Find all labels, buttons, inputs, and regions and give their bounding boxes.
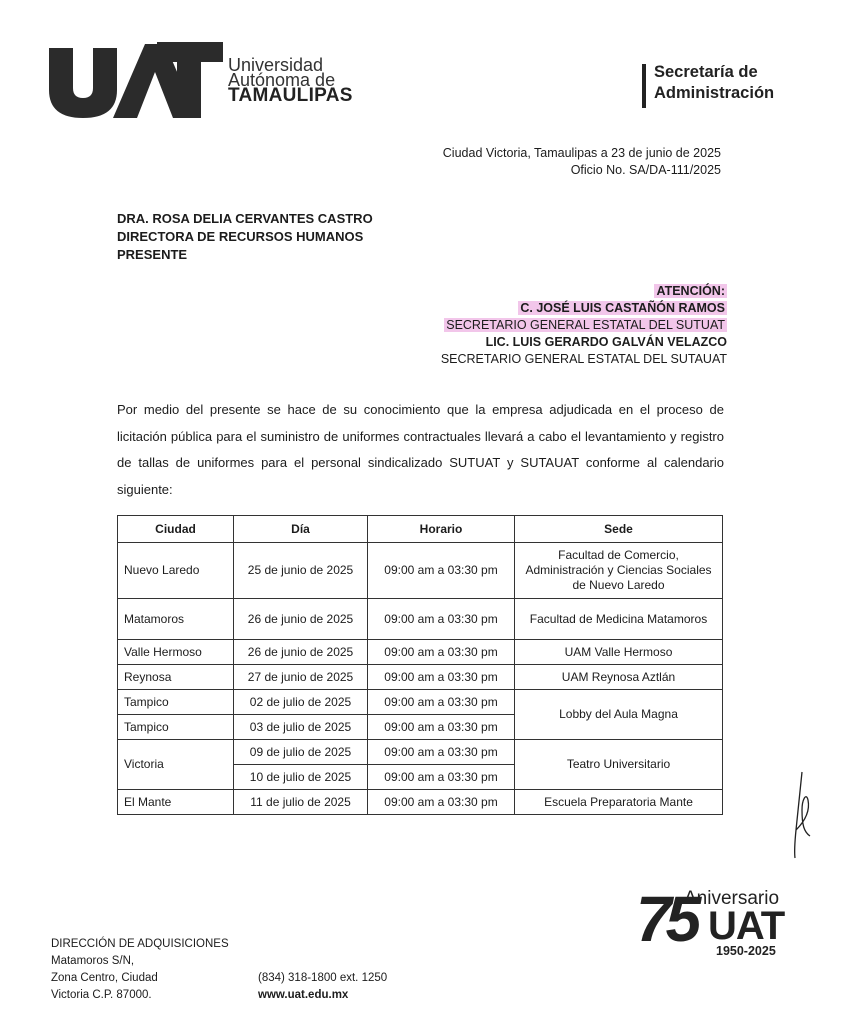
cell-horario: 09:00 am a 03:30 pm: [368, 640, 515, 665]
cell-ciudad: Valle Hermoso: [118, 640, 234, 665]
header-horario: Horario: [368, 516, 515, 543]
letter-body: Por medio del presente se hace de su conocimiento que la empresa adjudicada en el proceso de licitación pública para el suministro de uniformes contractuales llevará a cabo el levantamiento y registro de tallas de uniformes para el personal sindicalizado SUTUAT y SUTAUAT conforme al calendario siguiente:: [117, 402, 724, 497]
cell-horario: 09:00 am a 03:30 pm: [368, 790, 515, 815]
table-row: [118, 790, 723, 815]
cell-ciudad: Victoria: [118, 740, 234, 790]
cell-dia: 02 de julio de 2025: [234, 690, 368, 715]
attention-label: ATENCIÓN:: [656, 284, 725, 298]
secretaria-bar: [642, 64, 646, 108]
cell-dia: 26 de junio de 2025: [234, 599, 368, 640]
header-dia: Día: [234, 516, 368, 543]
table-row: [118, 740, 723, 765]
signature: [780, 770, 820, 860]
header-sede: Sede: [515, 516, 723, 543]
footer-dept: DIRECCIÓN DE ADQUISICIONES: [51, 938, 229, 950]
attention-name1: C. JOSÉ LUIS CASTAÑÓN RAMOS: [520, 301, 725, 315]
cell-sede: UAM Valle Hermoso: [515, 640, 723, 665]
university-name: [228, 55, 353, 106]
table-row: [118, 665, 723, 690]
anniversary-word: Aniversario: [684, 888, 780, 909]
table-header-row: [118, 516, 723, 543]
footer-contact: [258, 970, 387, 1004]
cell-dia: 25 de junio de 2025: [234, 543, 368, 599]
header-ciudad: Ciudad: [118, 516, 234, 543]
addressee-presente: PRESENTE: [117, 247, 188, 262]
addressee-name: DRA. ROSA DELIA CERVANTES CASTRO: [117, 211, 373, 226]
cell-horario: 09:00 am a 03:30 pm: [368, 543, 515, 599]
university-line2: Autónoma de: [228, 70, 336, 90]
anniversary-number: 75: [636, 883, 696, 955]
university-line3: TAMAULIPAS: [228, 85, 353, 106]
cell-sede: Facultad de Comercio, Administración y Ciencias Sociales de Nuevo Laredo: [515, 543, 723, 599]
cell-ciudad: Matamoros: [118, 599, 234, 640]
footer-addr3: Victoria C.P. 87000.: [51, 989, 152, 1001]
cell-horario: 09:00 am a 03:30 pm: [368, 599, 515, 640]
office-number: Oficio No. SA/DA-111/2025: [570, 163, 721, 177]
place-date: Ciudad Victoria, Tamaulipas a 23 de junio de 2025: [442, 146, 721, 160]
cell-sede: Lobby del Aula Magna: [515, 690, 723, 740]
cell-dia: 09 de julio de 2025: [234, 740, 368, 765]
cell-horario: 09:00 am a 03:30 pm: [368, 765, 515, 790]
attention-title2: SECRETARIO GENERAL ESTATAL DEL SUTAUAT: [440, 352, 727, 366]
attention-title1: SECRETARIO GENERAL ESTATAL DEL SUTUAT: [446, 318, 725, 332]
cell-dia: 03 de julio de 2025: [234, 715, 368, 740]
footer-address: [51, 936, 229, 1004]
cell-sede: Escuela Preparatoria Mante: [515, 790, 723, 815]
footer-website[interactable]: www.uat.edu.mx: [258, 989, 349, 1001]
calendar-table: [117, 515, 723, 815]
cell-sede: Teatro Universitario: [515, 740, 723, 790]
cell-ciudad: Nuevo Laredo: [118, 543, 234, 599]
place-date-block: [443, 145, 721, 179]
cell-ciudad: Tampico: [118, 715, 234, 740]
table-row: [118, 599, 723, 640]
cell-horario: 09:00 am a 03:30 pm: [368, 665, 515, 690]
cell-dia: 11 de julio de 2025: [234, 790, 368, 815]
attention-block: [441, 283, 727, 368]
cell-ciudad: El Mante: [118, 790, 234, 815]
cell-horario: 09:00 am a 03:30 pm: [368, 690, 515, 715]
anniversary-uat: UAT: [708, 904, 785, 948]
table-row: [118, 690, 723, 715]
uat-logo: [47, 36, 223, 120]
secretaria-line1: Secretaría de: [654, 63, 758, 81]
cell-dia: 10 de julio de 2025: [234, 765, 368, 790]
attention-name2: LIC. LUIS GERARDO GALVÁN VELAZCO: [485, 335, 727, 349]
cell-horario: 09:00 am a 03:30 pm: [368, 715, 515, 740]
addressee-block: [117, 210, 373, 264]
cell-dia: 27 de junio de 2025: [234, 665, 368, 690]
cell-horario: 09:00 am a 03:30 pm: [368, 740, 515, 765]
university-line1: Universidad: [228, 55, 324, 75]
footer-phone: (834) 318-1800 ext. 1250: [258, 972, 388, 984]
cell-sede: Facultad de Medicina Matamoros: [515, 599, 723, 640]
anniversary-years: 1950-2025: [716, 944, 776, 958]
table-row: [118, 543, 723, 599]
secretaria-line2: Administración: [654, 84, 775, 102]
addressee-title: DIRECTORA DE RECURSOS HUMANOS: [117, 229, 364, 244]
footer-addr2: Zona Centro, Ciudad: [51, 972, 158, 984]
cell-dia: 26 de junio de 2025: [234, 640, 368, 665]
cell-ciudad: Reynosa: [118, 665, 234, 690]
table-row: [118, 640, 723, 665]
footer-addr1: Matamoros S/N,: [51, 955, 135, 967]
cell-sede: UAM Reynosa Aztlán: [515, 665, 723, 690]
cell-ciudad: Tampico: [118, 690, 234, 715]
anniversary-logo: [636, 878, 816, 968]
